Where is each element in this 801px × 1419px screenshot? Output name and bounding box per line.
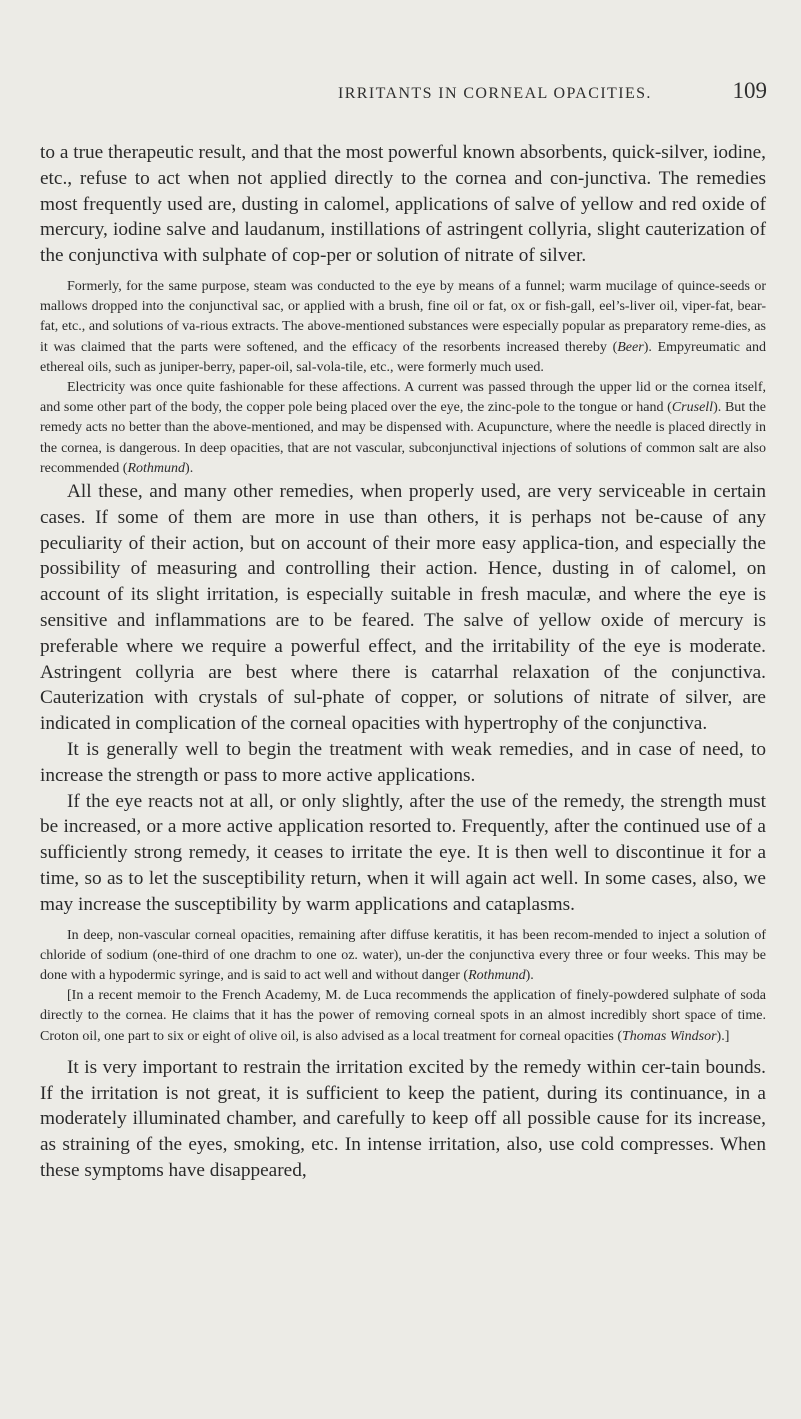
cited-author: Rothmund <box>127 460 186 476</box>
body-paragraph: It is generally well to begin the treatment with weak remedies, and in case of need, to increase the strength or pass to more active applications. <box>40 738 766 786</box>
footnote-text: In deep, non-vascular corneal opacities, remaining after diffuse keratitis, it has been recom-mended to inject a solution of chloride of sodium (one-third of one drachm to one oz. water), un-der the conjunctiva every three or four weeks. This may be done with a hypodermic syringe, and is said to act well and without danger ( <box>40 927 766 983</box>
footnote-paragraph <box>40 378 766 479</box>
cited-author: Crusell <box>671 400 714 416</box>
body-paragraph: If the eye reacts not at all, or only slightly, after the use of the remedy, the strength must be increased, or a more active application resorted to. Frequently, after the continued use of a sufficiently strong remedy, it ceases to irritate the eye. It is then well to discontinue it for a time, so as to let the susceptibility return, when it will again act well. In some cases, also, we may increase the susceptibility by warm applications and cataplasms. <box>40 790 766 915</box>
running-header <box>338 78 767 104</box>
footnote-paragraph <box>40 926 766 987</box>
page-body <box>40 140 766 1184</box>
cited-author: Beer <box>617 339 644 355</box>
footnote-text: [In a recent memoir to the French Academy, M. de Luca recommends the application of finely-powdered sulphate of soda directly to the cornea. He claims that it has the power of removing corneal spots in an almost incredibly short space of time. Croton oil, one part to six or eight of olive oil, is also advised as a local treatment for corneal opacities ( <box>40 988 766 1044</box>
cited-author: Rothmund <box>468 967 526 983</box>
footnote-text: ). <box>185 460 194 476</box>
cited-author: Thomas Windsor <box>622 1028 717 1044</box>
page-number: 109 <box>732 78 767 103</box>
running-head-title: IRRITANTS IN CORNEAL OPACITIES. <box>338 85 652 102</box>
footnote-text: ). Empyreumatic and ethereal oils, such as juniper-berry, paper-oil, sal-vola-tile, etc., were formerly much used. <box>40 339 766 375</box>
footnote-paragraph <box>40 986 766 1047</box>
footnote-text: ).] <box>716 1028 730 1044</box>
footnote-text: ). But the remedy acts no better than the above-mentioned, and may be dispensed with. Acupuncture, where the needle is placed directly in the cornea, is dangerous. In deep opacities, that are not vascular, subconjunctival injections of solutions of common salt are also recommended ( <box>40 400 766 476</box>
footnote-text: Formerly, for the same purpose, steam was conducted to the eye by means of a funnel; warm mucilage of quince-seeds or mallows dropped into the conjunctival sac, or applied with a brush, fine oil or fat, ox or fish-gall, eel’s-liver oil, viper-fat, bear-fat, etc., and solutions of va-rious extracts. The above-mentioned substances were especially popular as preparatory reme-dies, as it was claimed that the parts were softened, and the efficacy of the resorbents increased thereby ( <box>40 278 766 355</box>
footnote-text: ). <box>525 967 534 983</box>
body-paragraph: All these, and many other remedies, when properly used, are very serviceable in certain cases. If some of them are more in use than others, it is perhaps not be-cause of any peculiarity of their action, but on account of their more easy applica-tion, and especially the possibility of measuring and controlling their action. Hence, dusting in of calomel, on account of its slight irritation, is especially suitable in fresh maculæ, and where the eye is sensitive and inflammations are to be feared. The salve of yellow oxide of mercury is preferable where we require a powerful effect, and the irritability of the eye is moderate. Astringent collyria are best where there is catarrhal relaxation of the conjunctiva. Cauterization with crystals of sul-phate of copper, or solutions of nitrate of silver, are indicated in complication of the corneal opacities with hypertrophy of the conjunctiva. <box>40 481 766 735</box>
body-paragraph: It is very important to restrain the irritation excited by the remedy within cer-tain bounds. If the irritation is not great, it is sufficient to keep the patient, during its continuance, in a moderately illuminated chamber, and carefully to keep off all possible cause for its increase, as straining of the eyes, smoking, etc. In intense irritation, also, use cold compresses. When these symptoms have disappeared, <box>40 1056 766 1181</box>
footnote-text: Electricity was once quite fashionable for these affections. A current was passed through the upper lid or the cornea itself, and some other part of the body, the copper pole being placed over the eye, the zinc-pole to the tongue or hand ( <box>40 380 766 416</box>
body-paragraph: to a true therapeutic result, and that the most powerful known absorbents, quick-silver, iodine, etc., refuse to act when not applied directly to the cornea and con-junctiva. The remedies most frequently used are, dusting in calomel, applications of salve of yellow and red oxide of mercury, iodine salve and laudanum, instillations of astringent collyria, slight cauterization of the conjunctiva with sulphate of cop-per or solution of nitrate of silver. <box>40 142 766 267</box>
footnote-paragraph <box>40 277 766 378</box>
